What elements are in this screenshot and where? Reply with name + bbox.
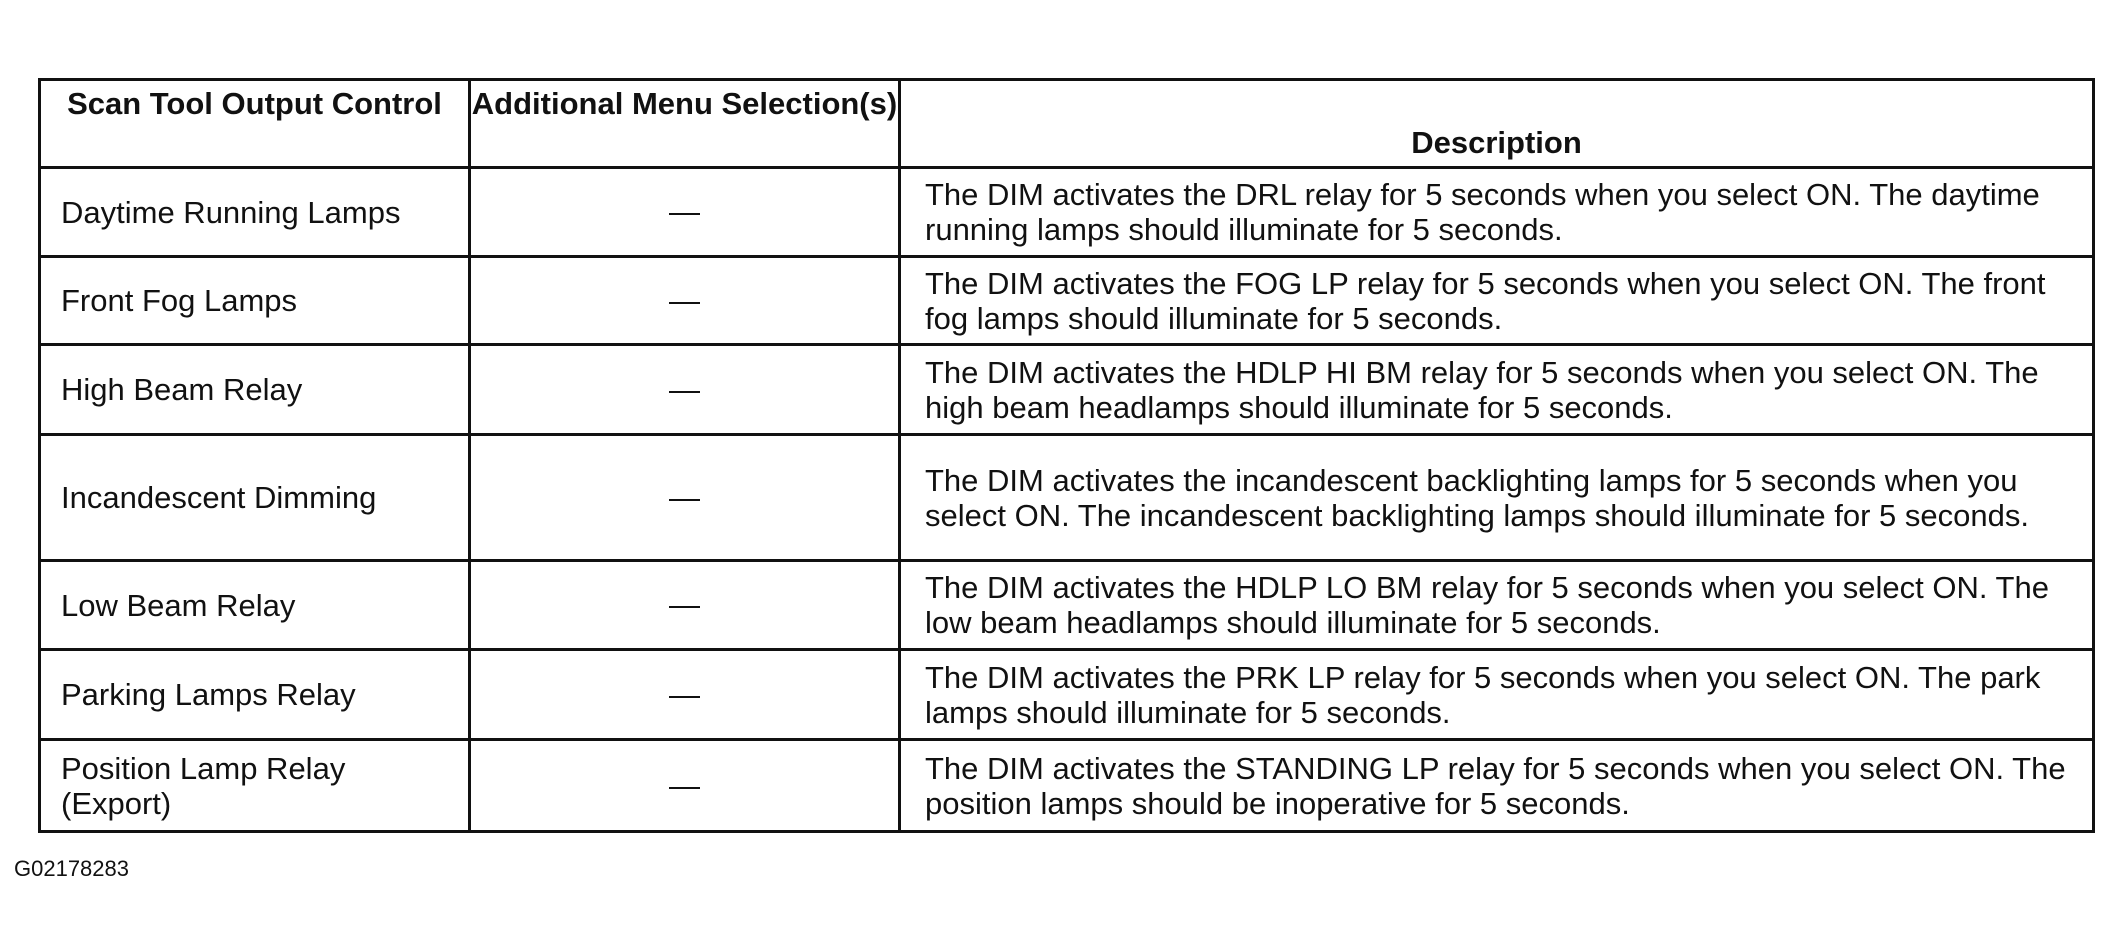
cell-description: The DIM activates the HDLP HI BM relay for 5 seconds when you select ON. The high beam headlamps should illuminate for 5 seconds. — [900, 345, 2094, 435]
cell-description: The DIM activates the STANDING LP relay for 5 seconds when you select ON. The position lamps should be inoperative for 5 seconds. — [900, 740, 2094, 832]
cell-control: Low Beam Relay — [40, 561, 470, 650]
table-row — [40, 435, 2094, 561]
cell-control: Daytime Running Lamps — [40, 168, 470, 257]
table-row — [40, 561, 2094, 650]
figure-id: G02178283 — [14, 856, 129, 881]
table-row — [40, 168, 2094, 257]
cell-menu: — — [470, 435, 900, 561]
table-row — [40, 740, 2094, 832]
table-row — [40, 345, 2094, 435]
header-description: Description — [900, 80, 2094, 168]
scan-tool-output-table — [38, 78, 2095, 833]
cell-control: Front Fog Lamps — [40, 257, 470, 345]
header-control: Scan Tool Output Control — [40, 80, 470, 168]
cell-control: Incandescent Dimming — [40, 435, 470, 561]
cell-menu: — — [470, 561, 900, 650]
table-row — [40, 257, 2094, 345]
cell-description: The DIM activates the DRL relay for 5 seconds when you select ON. The daytime running lamps should illuminate for 5 seconds. — [900, 168, 2094, 257]
cell-control: High Beam Relay — [40, 345, 470, 435]
cell-menu: — — [470, 740, 900, 832]
cell-control: Position Lamp Relay (Export) — [40, 740, 470, 832]
table-row — [40, 650, 2094, 740]
cell-menu: — — [470, 345, 900, 435]
cell-description: The DIM activates the HDLP LO BM relay for 5 seconds when you select ON. The low beam headlamps should illuminate for 5 seconds. — [900, 561, 2094, 650]
cell-menu: — — [470, 168, 900, 257]
table-header-row — [40, 80, 2094, 168]
cell-description: The DIM activates the incandescent backlighting lamps for 5 seconds when you select ON. The incandescent backlighting lamps should illuminate for 5 seconds. — [900, 435, 2094, 561]
scan-tool-output-table-container — [38, 78, 2092, 830]
cell-menu: — — [470, 650, 900, 740]
cell-control: Parking Lamps Relay — [40, 650, 470, 740]
cell-description: The DIM activates the FOG LP relay for 5 seconds when you select ON. The front fog lamps should illuminate for 5 seconds. — [900, 257, 2094, 345]
cell-description: The DIM activates the PRK LP relay for 5 seconds when you select ON. The park lamps should illuminate for 5 seconds. — [900, 650, 2094, 740]
header-menu: Additional Menu Selection(s) — [470, 80, 900, 168]
cell-menu: — — [470, 257, 900, 345]
